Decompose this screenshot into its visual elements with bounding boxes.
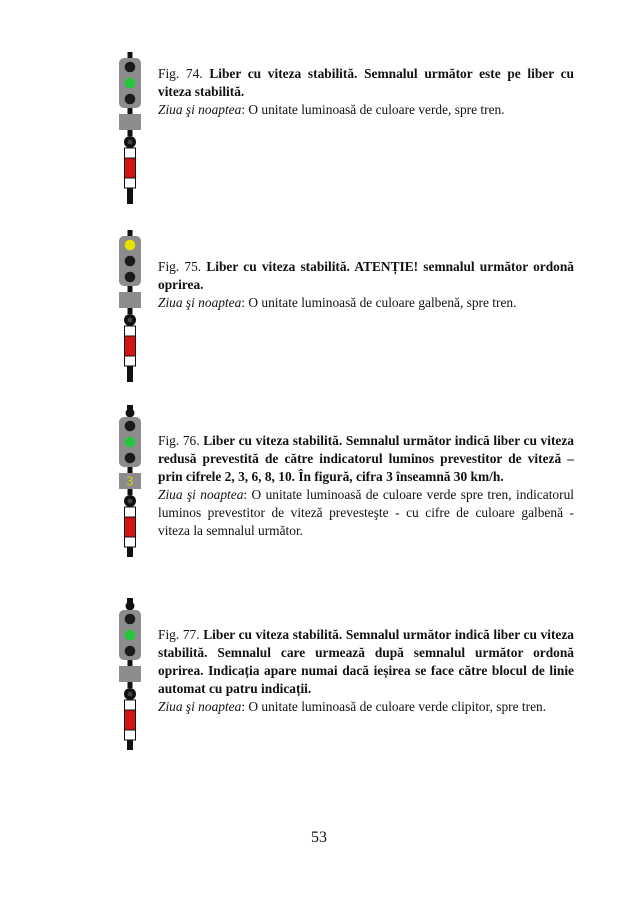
figure-75-caption (158, 258, 574, 312)
signal-light-3 (125, 453, 136, 464)
pole-white-stripe (125, 507, 136, 517)
signal-lower-lamp-center (128, 692, 133, 697)
figure-title: Liber cu viteza stabilită. ATENȚIE! semnalul următor ordonă oprirea. (158, 259, 575, 292)
signal-plate (119, 114, 141, 130)
pole-red-stripe (125, 336, 136, 356)
signal-mast (128, 660, 133, 666)
signal-light-3 (125, 646, 136, 657)
pole-base (127, 188, 133, 204)
figure-description: : O unitate luminoasă de culoare verde spre tren, indicatorul luminos prevestitor de viteză prevesteşte - cu cifre de culoare galbenă - viteza la semnalul următor. (158, 487, 574, 538)
signal-mast (128, 467, 133, 473)
signal-mast (128, 286, 133, 292)
signal-fig-77 (110, 598, 150, 750)
pole-white-stripe (125, 700, 136, 710)
pole-base (127, 366, 133, 382)
signal-light-2 (125, 630, 136, 641)
signal-light-2 (125, 256, 136, 267)
signal-light-1 (125, 240, 136, 251)
figure-description: : O unitate luminoasă de culoare verde clipitor, spre tren. (241, 699, 547, 714)
pole-white-stripe (125, 730, 136, 740)
speed-indicator-digit: 3 (126, 474, 134, 489)
pole-red-stripe (125, 517, 136, 537)
figure-number: Fig. 75. (158, 259, 202, 274)
figure-condition: Ziua şi noaptea (158, 102, 242, 117)
figure-condition: Ziua şi noaptea (158, 699, 242, 714)
signal-plate (119, 666, 141, 682)
signal-mast (128, 682, 133, 688)
signal-light-2 (125, 78, 136, 89)
signal-mast (128, 108, 133, 114)
figure-description: : O unitate luminoasă de culoare galbenă, spre tren. (241, 295, 517, 310)
signal-fig-76 (110, 405, 150, 557)
signal-lower-lamp-center (128, 499, 133, 504)
page-number: 53 (311, 829, 327, 846)
pole-white-stripe (125, 356, 136, 366)
figure-title: Liber cu viteza stabilită. Semnalul următor indică liber cu viteza stabilită. Semnalul care urmează după semnalul următor ordonă oprirea. Indicația apare numai dacă ieșirea se face către blocul de linie automat cu patru indicații. (158, 627, 575, 696)
pole-base (127, 547, 133, 557)
signal-light-3 (125, 94, 136, 105)
signal-fig-74 (110, 52, 150, 204)
signal-fig-75 (110, 230, 150, 382)
pole-red-stripe (125, 158, 136, 178)
signal-top-lamp (126, 602, 135, 611)
figure-number: Fig. 74. (158, 66, 203, 81)
signal-mast (128, 489, 133, 495)
figure-condition: Ziua şi noaptea (158, 295, 242, 310)
figure-title: Liber cu viteza stabilită. Semnalul următor indică liber cu viteza redusă prevestită de către indicatorul luminos prevestitor de viteză – prin cifrele 2, 3, 6, 8, 10. În figură, cifra 3 înseamnă 30 km/h. (158, 433, 575, 484)
figure-77-caption (158, 626, 574, 716)
signal-mast (128, 308, 133, 314)
signal-light-1 (125, 62, 136, 73)
signal-plate (119, 292, 141, 308)
figure-number: Fig. 76. (158, 433, 200, 448)
signal-light-2 (125, 437, 136, 448)
signal-top-lamp (126, 409, 135, 418)
pole-white-stripe (125, 537, 136, 547)
figure-condition: Ziua şi noaptea (158, 487, 244, 502)
figure-number: Fig. 77. (158, 627, 200, 642)
signal-light-3 (125, 272, 136, 283)
figure-description: : O unitate luminoasă de culoare verde, spre tren. (241, 102, 505, 117)
pole-white-stripe (125, 326, 136, 336)
figure-76-caption (158, 432, 574, 540)
signal-mast (128, 130, 133, 136)
figure-74-caption (158, 65, 574, 119)
figure-title: Liber cu viteza stabilită. Semnalul următor este pe liber cu viteza stabilită. (158, 66, 574, 99)
pole-base (127, 740, 133, 750)
pole-red-stripe (125, 710, 136, 730)
signal-lower-lamp-center (128, 140, 133, 145)
pole-white-stripe (125, 178, 136, 188)
signal-light-1 (125, 614, 136, 625)
signal-lower-lamp-center (128, 318, 133, 323)
signal-light-1 (125, 421, 136, 432)
pole-white-stripe (125, 148, 136, 158)
